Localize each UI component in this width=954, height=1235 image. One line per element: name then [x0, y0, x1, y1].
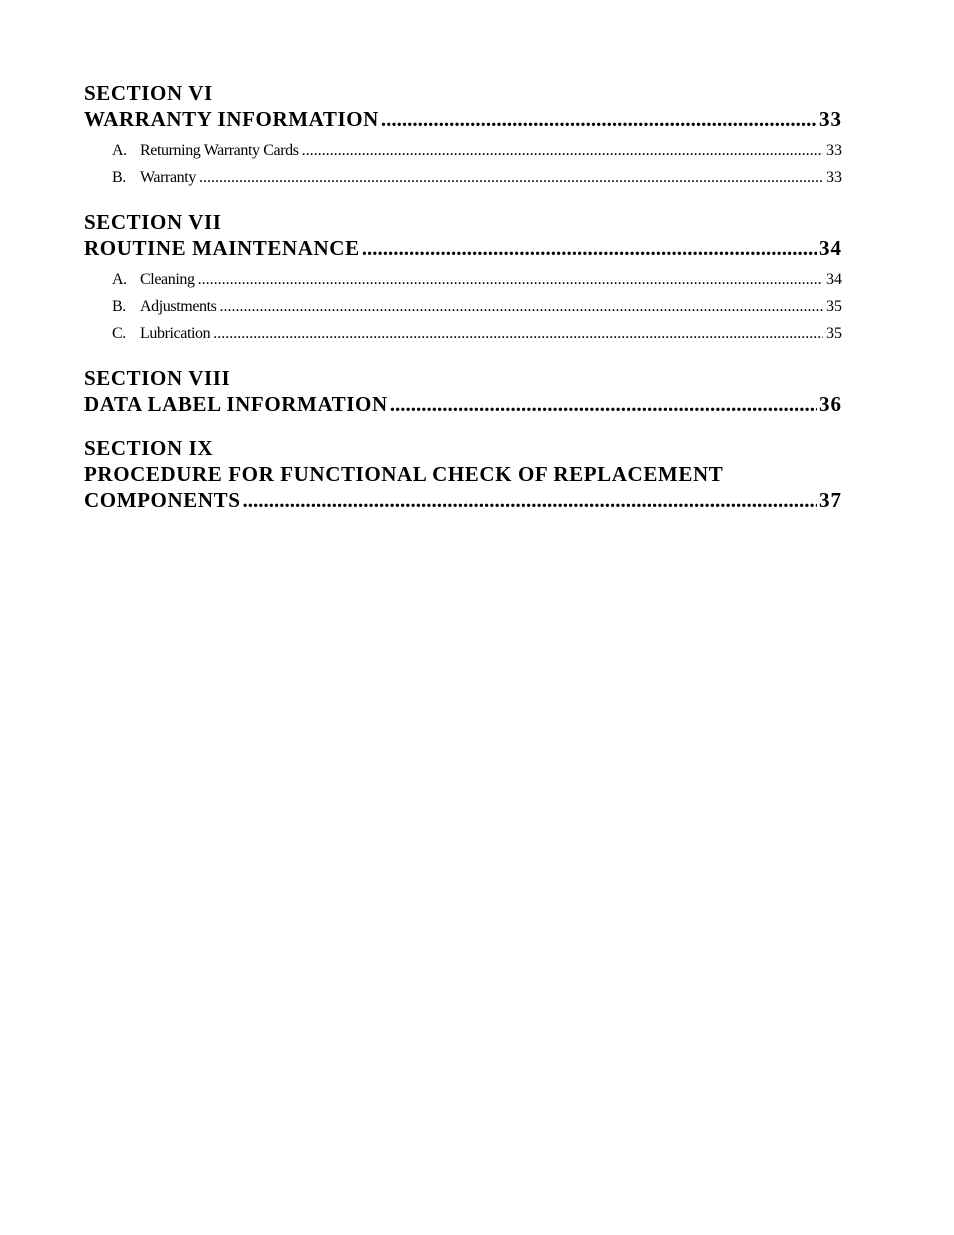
subentry-page: 34	[826, 271, 842, 288]
section-heading: SECTION IX	[84, 436, 214, 460]
dot-leader	[390, 391, 817, 417]
section-heading: SECTION VII	[84, 210, 222, 234]
section-heading: SECTION VI	[84, 81, 213, 105]
dot-leader	[198, 266, 823, 293]
toc-subentry-returning-warranty-cards[interactable]	[112, 137, 842, 164]
toc-section-vi	[84, 80, 842, 191]
subentry-page: 35	[826, 298, 842, 315]
dot-leader	[220, 293, 824, 320]
dot-leader	[381, 106, 817, 132]
subentry-title: Cleaning	[140, 271, 195, 288]
toc-entry-page: 37	[819, 488, 842, 512]
subentry-letter: A.	[112, 271, 127, 288]
toc-section-ix	[84, 435, 842, 513]
subentry-page: 35	[826, 325, 842, 342]
toc-section-viii	[84, 365, 842, 417]
subentry-letter: A.	[112, 142, 127, 159]
toc-subentry-cleaning[interactable]	[112, 266, 842, 293]
toc-subentry-lubrication[interactable]	[112, 320, 842, 347]
toc-entry-data-label-information[interactable]	[84, 391, 842, 417]
toc-entry-title: WARRANTY INFORMATION	[84, 107, 379, 131]
table-of-contents	[84, 80, 842, 531]
dot-leader	[362, 235, 817, 261]
subentry-letter: C.	[112, 325, 126, 342]
toc-entry-last-line	[84, 487, 842, 513]
toc-entry-functional-check-procedure[interactable]	[84, 461, 842, 513]
toc-entry-title-line-1: PROCEDURE FOR FUNCTIONAL CHECK OF REPLACEMENT	[84, 462, 724, 486]
dot-leader	[243, 487, 817, 513]
toc-entry-warranty-information[interactable]	[84, 106, 842, 132]
subentry-title: Adjustments	[140, 298, 217, 315]
subentry-letter: B.	[112, 169, 126, 186]
toc-subentries	[84, 137, 842, 191]
toc-entry-routine-maintenance[interactable]	[84, 235, 842, 261]
toc-entry-page: 34	[819, 236, 842, 260]
toc-section-vii	[84, 209, 842, 347]
subentry-title: Lubrication	[140, 325, 211, 342]
dot-leader	[199, 164, 823, 191]
toc-entry-title-line-2: COMPONENTS	[84, 488, 241, 512]
section-heading: SECTION VIII	[84, 366, 231, 390]
toc-entry-title: ROUTINE MAINTENANCE	[84, 236, 360, 260]
subentry-title: Warranty	[140, 169, 196, 186]
toc-entry-page: 33	[819, 107, 842, 131]
toc-entry-page: 36	[819, 392, 842, 416]
subentry-page: 33	[826, 142, 842, 159]
toc-entry-title: DATA LABEL INFORMATION	[84, 392, 388, 416]
dot-leader	[302, 137, 823, 164]
toc-subentry-adjustments[interactable]	[112, 293, 842, 320]
subentry-title: Returning Warranty Cards	[140, 142, 299, 159]
dot-leader	[213, 320, 823, 347]
toc-subentries	[84, 266, 842, 347]
subentry-letter: B.	[112, 298, 126, 315]
toc-subentry-warranty[interactable]	[112, 164, 842, 191]
subentry-page: 33	[826, 169, 842, 186]
